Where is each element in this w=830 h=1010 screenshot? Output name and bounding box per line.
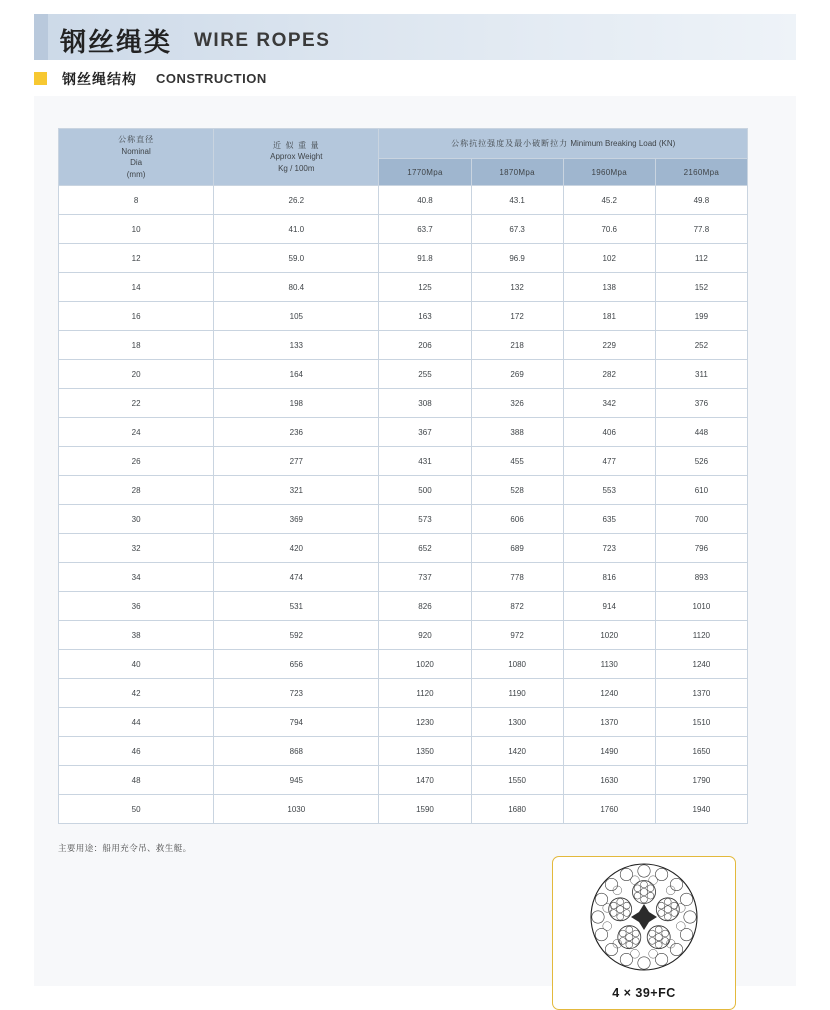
table-cell: 945 — [214, 766, 379, 795]
table-cell: 311 — [655, 360, 747, 389]
table-cell: 321 — [214, 476, 379, 505]
table-cell: 531 — [214, 592, 379, 621]
table-cell: 105 — [214, 302, 379, 331]
header-approx-weight-en1: Approx Weight — [270, 152, 323, 162]
table-cell: 1230 — [379, 708, 471, 737]
table-cell: 218 — [471, 331, 563, 360]
table-cell: 796 — [655, 534, 747, 563]
table-cell: 420 — [214, 534, 379, 563]
table-cell: 198 — [214, 389, 379, 418]
table-cell: 18 — [59, 331, 214, 360]
table-row — [59, 505, 748, 534]
table-row — [59, 215, 748, 244]
table-cell: 723 — [214, 679, 379, 708]
table-cell: 40.8 — [379, 186, 471, 215]
table-cell: 1760 — [563, 795, 655, 824]
square-marker-icon — [34, 72, 47, 85]
table-cell: 326 — [471, 389, 563, 418]
table-cell: 1120 — [655, 621, 747, 650]
table-cell: 8 — [59, 186, 214, 215]
table-cell: 34 — [59, 563, 214, 592]
page-title-en: WIRE ROPES — [194, 30, 331, 51]
header-grade-1770: 1770Mpa — [379, 159, 471, 186]
table-row — [59, 476, 748, 505]
table-cell: 1240 — [655, 650, 747, 679]
table-cell: 1680 — [471, 795, 563, 824]
table-cell: 181 — [563, 302, 655, 331]
table-cell: 592 — [214, 621, 379, 650]
table-cell: 41.0 — [214, 215, 379, 244]
table-cell: 236 — [214, 418, 379, 447]
header-nominal-dia-en1: Nominal — [121, 146, 151, 156]
table-cell: 1370 — [655, 679, 747, 708]
table-cell: 255 — [379, 360, 471, 389]
table-cell: 70.6 — [563, 215, 655, 244]
table-cell: 1370 — [563, 708, 655, 737]
table-cell: 528 — [471, 476, 563, 505]
table-cell: 972 — [471, 621, 563, 650]
table-cell: 30 — [59, 505, 214, 534]
table-cell: 477 — [563, 447, 655, 476]
table-header-row-main — [59, 129, 748, 159]
table-cell: 406 — [563, 418, 655, 447]
table-cell: 133 — [214, 331, 379, 360]
table-cell: 652 — [379, 534, 471, 563]
table-cell: 1130 — [563, 650, 655, 679]
table-cell: 10 — [59, 215, 214, 244]
table-cell: 172 — [471, 302, 563, 331]
table-cell: 826 — [379, 592, 471, 621]
table-row — [59, 302, 748, 331]
table-cell: 80.4 — [214, 273, 379, 302]
table-cell: 1490 — [563, 737, 655, 766]
table-cell: 1030 — [214, 795, 379, 824]
table-cell: 252 — [655, 331, 747, 360]
table-cell: 635 — [563, 505, 655, 534]
table-cell: 723 — [563, 534, 655, 563]
table-row — [59, 186, 748, 215]
table-cell: 32 — [59, 534, 214, 563]
table-cell: 59.0 — [214, 244, 379, 273]
table-cell: 700 — [655, 505, 747, 534]
table-row — [59, 592, 748, 621]
table-cell: 1080 — [471, 650, 563, 679]
header-nominal-dia-unit: (mm) — [126, 169, 146, 179]
table-row — [59, 737, 748, 766]
header-breaking-load-en: Minimum Breaking Load (KN) — [570, 138, 676, 148]
table-row — [59, 795, 748, 824]
table-cell: 112 — [655, 244, 747, 273]
table-cell: 43.1 — [471, 186, 563, 215]
table-cell: 1190 — [471, 679, 563, 708]
table-cell: 431 — [379, 447, 471, 476]
table-cell: 778 — [471, 563, 563, 592]
table-cell: 40 — [59, 650, 214, 679]
table-cell: 1010 — [655, 592, 747, 621]
header-accent-bar — [34, 14, 48, 60]
table-cell: 606 — [471, 505, 563, 534]
spec-table-wrapper — [58, 128, 748, 824]
header-nominal-dia — [59, 129, 214, 186]
table-cell: 1790 — [655, 766, 747, 795]
table-cell: 163 — [379, 302, 471, 331]
header-nominal-dia-en2: Dia — [130, 158, 143, 168]
table-row — [59, 273, 748, 302]
table-cell: 12 — [59, 244, 214, 273]
table-cell: 342 — [563, 389, 655, 418]
table-cell: 26 — [59, 447, 214, 476]
table-cell: 1420 — [471, 737, 563, 766]
table-cell: 77.8 — [655, 215, 747, 244]
header-breaking-load-cn: 公称抗拉强度及最小破断拉力 — [451, 138, 569, 148]
table-cell: 610 — [655, 476, 747, 505]
table-cell: 1120 — [379, 679, 471, 708]
table-row — [59, 679, 748, 708]
table-cell: 500 — [379, 476, 471, 505]
table-cell: 229 — [563, 331, 655, 360]
table-row — [59, 244, 748, 273]
table-cell: 868 — [214, 737, 379, 766]
header-grade-1870: 1870Mpa — [471, 159, 563, 186]
table-cell: 50 — [59, 795, 214, 824]
table-cell: 164 — [214, 360, 379, 389]
table-cell: 1020 — [379, 650, 471, 679]
table-cell: 553 — [563, 476, 655, 505]
table-row — [59, 389, 748, 418]
table-row — [59, 418, 748, 447]
table-cell: 689 — [471, 534, 563, 563]
page-header-band — [34, 14, 796, 60]
usage-footnote: 主要用途：船用充令吊、救生艇。 — [58, 844, 192, 854]
table-row — [59, 621, 748, 650]
table-cell: 102 — [563, 244, 655, 273]
table-cell: 893 — [655, 563, 747, 592]
header-approx-weight — [214, 129, 379, 186]
table-cell: 1240 — [563, 679, 655, 708]
table-cell: 22 — [59, 389, 214, 418]
table-cell: 49.8 — [655, 186, 747, 215]
table-cell: 1020 — [563, 621, 655, 650]
rope-diagram-box — [552, 856, 736, 1010]
table-cell: 26.2 — [214, 186, 379, 215]
table-row — [59, 708, 748, 737]
table-cell: 152 — [655, 273, 747, 302]
table-cell: 96.9 — [471, 244, 563, 273]
table-cell: 28 — [59, 476, 214, 505]
table-cell: 474 — [214, 563, 379, 592]
table-cell: 737 — [379, 563, 471, 592]
table-cell: 63.7 — [379, 215, 471, 244]
table-cell: 282 — [563, 360, 655, 389]
table-cell: 872 — [471, 592, 563, 621]
spec-table-body — [59, 186, 748, 824]
table-cell: 91.8 — [379, 244, 471, 273]
table-cell: 367 — [379, 418, 471, 447]
table-cell: 48 — [59, 766, 214, 795]
table-cell: 67.3 — [471, 215, 563, 244]
table-cell: 1630 — [563, 766, 655, 795]
table-cell: 388 — [471, 418, 563, 447]
table-cell: 794 — [214, 708, 379, 737]
table-cell: 14 — [59, 273, 214, 302]
table-cell: 816 — [563, 563, 655, 592]
table-cell: 914 — [563, 592, 655, 621]
header-grade-1960: 1960Mpa — [563, 159, 655, 186]
table-cell: 1350 — [379, 737, 471, 766]
wire-rope-spec-table — [58, 128, 748, 824]
table-cell: 20 — [59, 360, 214, 389]
table-cell: 1590 — [379, 795, 471, 824]
header-breaking-load-group — [379, 129, 748, 159]
table-cell: 1940 — [655, 795, 747, 824]
table-cell: 38 — [59, 621, 214, 650]
table-row — [59, 650, 748, 679]
table-cell: 44 — [59, 708, 214, 737]
table-row — [59, 766, 748, 795]
rope-construction-caption: 4 × 39+FC — [612, 986, 676, 1000]
table-row — [59, 447, 748, 476]
table-cell: 455 — [471, 447, 563, 476]
table-cell: 573 — [379, 505, 471, 534]
table-cell: 36 — [59, 592, 214, 621]
header-approx-weight-en2: Kg / 100m — [278, 163, 315, 173]
table-cell: 308 — [379, 389, 471, 418]
table-cell: 1550 — [471, 766, 563, 795]
table-cell: 16 — [59, 302, 214, 331]
header-grade-2160: 2160Mpa — [655, 159, 747, 186]
table-row — [59, 563, 748, 592]
table-cell: 526 — [655, 447, 747, 476]
section-heading — [34, 68, 634, 90]
table-cell: 1300 — [471, 708, 563, 737]
table-cell: 125 — [379, 273, 471, 302]
table-cell: 1510 — [655, 708, 747, 737]
table-cell: 1650 — [655, 737, 747, 766]
section-label-en: CONSTRUCTION — [156, 71, 267, 86]
rope-cross-section-icon — [553, 861, 735, 973]
section-label-cn: 钢丝绳结构 — [62, 72, 137, 88]
table-row — [59, 534, 748, 563]
table-cell: 1470 — [379, 766, 471, 795]
table-cell: 24 — [59, 418, 214, 447]
table-cell: 45.2 — [563, 186, 655, 215]
table-cell: 138 — [563, 273, 655, 302]
table-cell: 920 — [379, 621, 471, 650]
table-cell: 132 — [471, 273, 563, 302]
table-row — [59, 360, 748, 389]
header-approx-weight-cn: 近 似 重 量 — [272, 140, 320, 150]
rope-cross-section-svg — [569, 861, 719, 973]
table-cell: 277 — [214, 447, 379, 476]
table-cell: 376 — [655, 389, 747, 418]
table-cell: 199 — [655, 302, 747, 331]
table-cell: 206 — [379, 331, 471, 360]
page-title-cn: 钢丝绳类 — [60, 28, 173, 58]
content-panel — [34, 96, 796, 1000]
header-nominal-dia-cn: 公称直径 — [118, 135, 155, 144]
table-cell: 42 — [59, 679, 214, 708]
table-cell: 269 — [471, 360, 563, 389]
table-cell: 369 — [214, 505, 379, 534]
table-cell: 656 — [214, 650, 379, 679]
table-cell: 46 — [59, 737, 214, 766]
table-row — [59, 331, 748, 360]
table-cell: 448 — [655, 418, 747, 447]
